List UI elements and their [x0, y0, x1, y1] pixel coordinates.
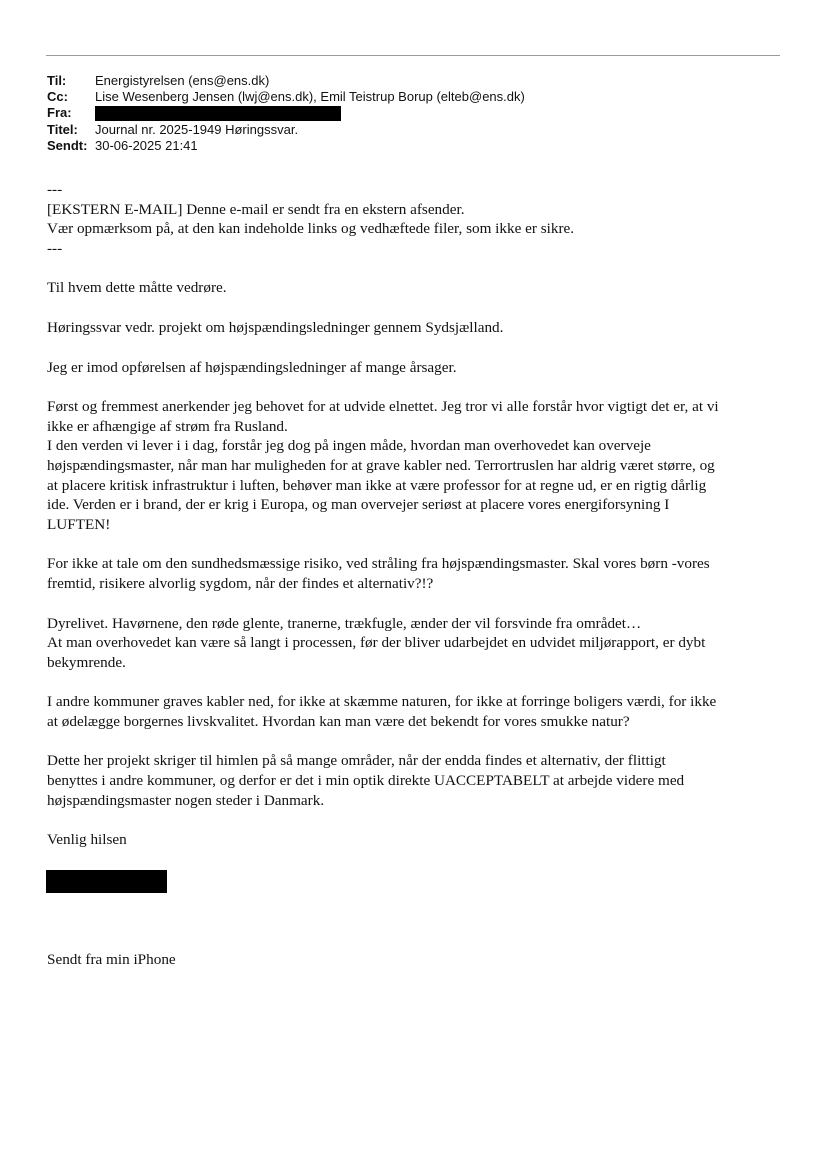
header-divider — [46, 55, 780, 56]
sent-row — [47, 138, 525, 154]
paragraph-5-line: At man overhovedet kan være så langt i processen, før der bliver udarbejdet en udvidet miljørapport, er dybt — [47, 634, 706, 652]
paragraph-7-line: Dette her projekt skriger til himlen på så mange områder, når der endda findes et alternativ, der flittigt — [47, 752, 666, 770]
paragraph-3-line: ikke er afhængige af strøm fra Rusland. — [47, 417, 288, 435]
paragraph-5 — [47, 614, 787, 673]
cc-label: Cc: — [47, 89, 68, 105]
paragraph-6 — [47, 692, 787, 731]
paragraph-1: Høringssvar vedr. projekt om højspændingsledninger gennem Sydsjælland. — [47, 318, 504, 336]
paragraph-2: Jeg er imod opførelsen af højspændingsledninger af mange årsager. — [47, 358, 457, 376]
email-header — [47, 73, 525, 154]
subject-row — [47, 122, 525, 138]
from-row — [47, 105, 525, 121]
subject-label: Titel: — [47, 121, 78, 137]
paragraph-7-line: benyttes i andre kommuner, og derfor er det i min optik direkte UACCEPTABELT at arbejde videre med — [47, 772, 685, 790]
paragraph-3-line: Først og fremmest anerkender jeg behovet for at udvide elnettet. Jeg tror vi alle forstår hvor vigtigt det er, at vi — [47, 398, 719, 416]
banner-line-2: Vær opmærksom på, at den kan indeholde links og vedhæftede filer, som ikke er sikre. — [47, 220, 575, 238]
from-label: Fra: — [47, 105, 72, 121]
banner-separator-bottom: --- — [47, 239, 63, 257]
subject-value: Journal nr. 2025-1949 Høringssvar. — [95, 121, 299, 137]
to-label: Til: — [47, 73, 67, 88]
paragraph-4-line: fremtid, risikere alvorlig sygdom, når der findes et alternativ?!? — [47, 574, 434, 592]
paragraph-6-line: at ødelægge borgernes livskvalitet. Hvordan kan man være det bekendt for vores smukke natur? — [47, 712, 630, 730]
paragraph-3-line: ide. Verden er i brand, der er krig i Europa, og man overvejer seriøst at placere vores energiforsyning I — [47, 496, 670, 514]
paragraph-4 — [47, 554, 787, 593]
paragraph-5-line: bekymrende. — [47, 653, 126, 671]
paragraph-5-line: Dyrelivet. Havørnene, den røde glente, tranerne, trækfugle, ænder der vil forsvinde fra området… — [47, 614, 642, 632]
sent-value: 30-06-2025 21:41 — [95, 137, 198, 153]
banner-separator-top: --- — [47, 181, 63, 198]
closing: Venlig hilsen — [47, 831, 127, 849]
paragraph-6-line: I andre kommuner graves kabler ned, for ikke at skæmme naturen, for ikke at forringe boligers værdi, for ikke — [47, 693, 717, 711]
paragraph-7 — [47, 751, 787, 810]
to-row — [47, 73, 525, 89]
signature-redaction — [46, 870, 167, 893]
cc-value: Lise Wesenberg Jensen (lwj@ens.dk), Emil Teistrup Borup (elteb@ens.dk) — [95, 89, 525, 105]
sent-label: Sendt: — [47, 137, 88, 153]
paragraph-3-line: LUFTEN! — [47, 515, 111, 533]
sent-from-footer: Sendt fra min iPhone — [47, 951, 176, 968]
paragraph-7-line: højspændingsmaster nogen steder i Danmark. — [47, 791, 325, 809]
cc-row — [47, 89, 525, 105]
greeting: Til hvem dette måtte vedrøre. — [47, 279, 227, 297]
paragraph-3-line: højspændingsmaster, når man har muligheden for at grave kabler ned. Terrortruslen har aldrig været større, og — [47, 456, 715, 474]
from-redaction — [95, 106, 341, 121]
to-value: Energistyrelsen (ens@ens.dk) — [95, 73, 270, 88]
paragraph-4-line: For ikke at tale om den sundhedsmæssige risiko, ved stråling fra højspændingsmaster. Skal vores børn -vores — [47, 555, 710, 573]
banner-line-1: [EKSTERN E-MAIL] Denne e-mail er sendt fra en ekstern afsender. — [47, 200, 465, 218]
paragraph-3-line: I den verden vi lever i i dag, forstår jeg dog på ingen måde, hvordan man overhovedet kan overveje — [47, 437, 651, 455]
paragraph-3-line: at placere kritisk infrastruktur i luften, behøver man ikke at være professor for at regne ud, er en rigtig dårlig — [47, 476, 707, 494]
paragraph-3 — [47, 397, 787, 534]
email-body — [47, 180, 787, 850]
